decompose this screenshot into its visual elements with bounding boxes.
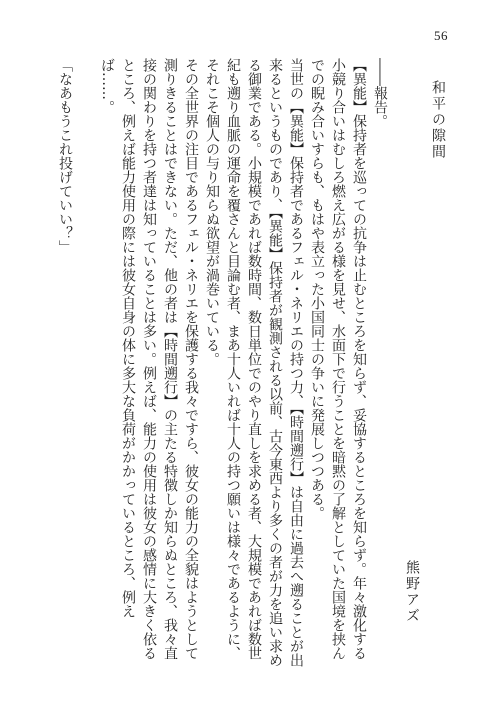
dialogue-line: 「なあもうこれ投げていい？」 — [57, 58, 73, 254]
paragraph: 【異能】保持者を巡っての抗争は止むところを知らず、妥協するところを知らず。年々激化する小競り合いはむしろ燃え広がる様を見せ、水面下で行うことを暗黙の了解としていた国境を挟んでの睨み合いすらも、もはや表立った小国同士の争いに発展しつつある。 — [309, 58, 367, 660]
body-text — [50, 58, 390, 670]
paragraph: その全世界の注目であるフェル・ネリエを保護する我々ですら、彼女の能力の全貌はようとして測りきることはできない。ただ、他の者は【時間遡行】の主たる特徴しか知らぬところ、我々直接の関わりを持つ者達は知っていることは多い。例えば、能力の使用は彼女の感情に大きく依るところ、例えば能力使用の際には彼女自身の体に多大な負荷がかかっているところ、例えば……。 — [99, 58, 199, 660]
blank-line — [75, 58, 96, 670]
paragraph-report: ――報告。 — [372, 58, 388, 128]
running-title: 和平の隙間 — [430, 80, 446, 160]
paragraph: 当世の【異能】保持者であるフェル・ネリエの持つ力、【時間遡行】は自由に過去へ遡ることが出来るというものであり、【異能】保持者が観測される以前、古今東西より多くの者が力を追い求める御業である。小規模であれば数時間、数日単位でのやり直しを求める者、大規模であれば数世紀も遡り血脈の運命を覆さんと目論む者、まあ十人いれば十人の持つ願いは様々であるように、それこそ個人の与り知らぬ欲望が渦巻いている。 — [204, 58, 304, 667]
author-name: 熊野アズ — [404, 560, 420, 624]
page-number: 56 — [434, 28, 448, 43]
